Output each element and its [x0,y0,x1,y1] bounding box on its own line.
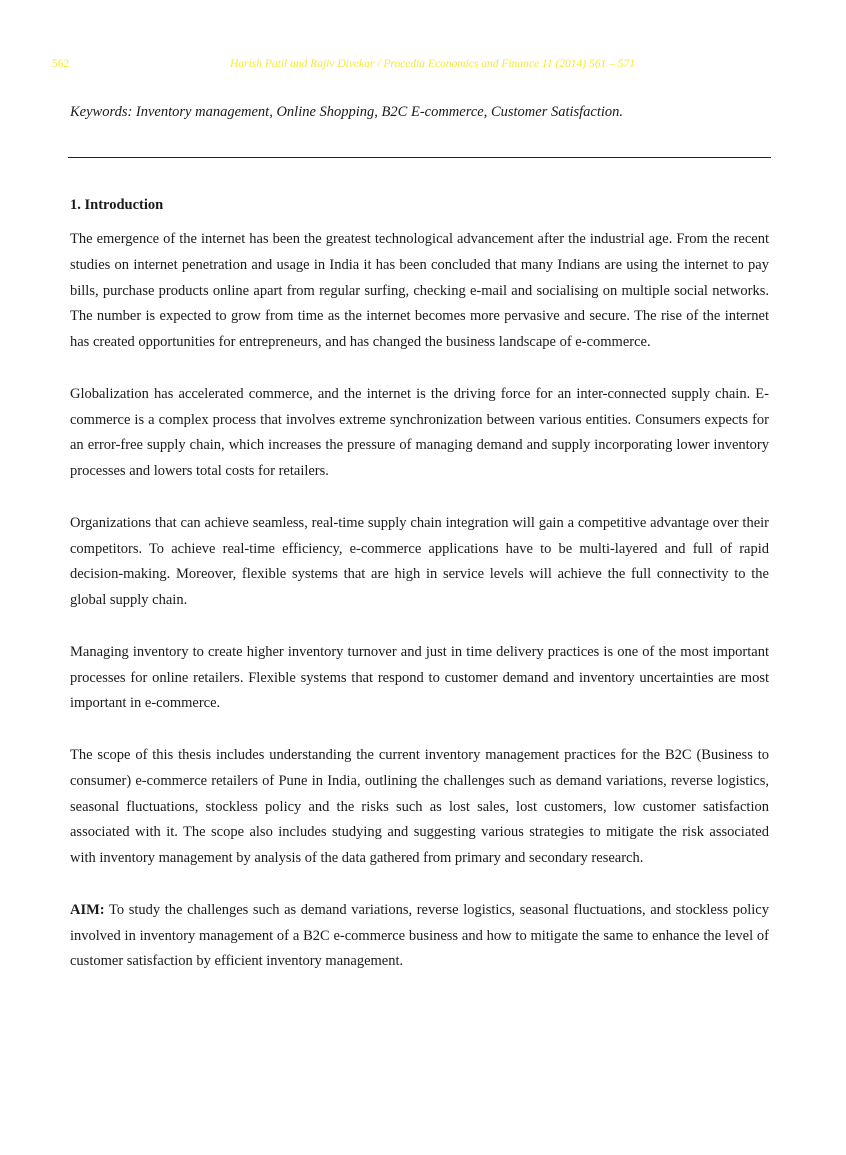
section-heading: 1. Introduction [70,197,164,213]
paragraph-2: Globalization has accelerated commerce, and the internet is the driving force for an inter-connected supply chain. E-commerce is a complex process that involves extreme synchronization between various entities. Consumers expects for an error-free supply chain, which increases the pressure of managing demand and supply incorporating lower inventory processes and lowers total costs for retailers. [70,385,769,480]
section-divider [68,157,771,158]
paragraph-1: The emergence of the internet has been the greatest technological advancement after the industrial age. From the recent studies on internet penetration and usage in India it has been concluded that many Indians are using the internet to pay bills, purchase products online apart from regular surfing, checking e-mail and socialising on multiple social networks. The number is expected to grow from time as the internet becomes more pervasive and secure. The rise of the internet has created opportunities for entrepreneurs, and has changed the business landscape of e-commerce. [70,231,769,351]
running-header [0,58,846,74]
paragraph-5: The scope of this thesis includes understanding the current inventory management practices for the B2C (Business to consumer) e-commerce retailers of Pune in India, outlining the challenges such as demand variations, reverse logistics, seasonal fluctuations, stockless policy and the risks such as lost sales, lost customers, low customer satisfaction associated with it. The scope also includes studying and suggesting various strategies to mitigate the risk associated with inventory management by analysis of the data gathered from primary and secondary research. [70,746,769,867]
aim-paragraph [70,898,769,975]
page-number: 562 [52,58,70,70]
body-text [70,227,769,975]
aim-text: To study the challenges such as demand variations, reverse logistics, seasonal fluctuations, and stockless policy involved in inventory management of a B2C e-commerce business and how to mitigate the same to enhance the level of customer satisfaction by efficient inventory management. [70,901,769,970]
paragraph-4: Managing inventory to create higher inventory turnover and just in time delivery practices is one of the most important processes for online retailers. Flexible systems that respond to customer demand and inventory uncertainties are most important in e-commerce. [70,643,769,712]
keywords: Keywords: Inventory management, Online Shopping, B2C E-commerce, Customer Satisfaction. [70,104,624,120]
header-citation: Harish Patil and Rajiv Divekar / Procedia Economics and Finance 11 (2014) 561 – 571 [230,58,635,70]
paragraph-3: Organizations that can achieve seamless, real-time supply chain integration will gain a competitive advantage over their competitors. To achieve real-time efficiency, e-commerce applications have to be multi-layered and full of rapid decision-making. Moreover, flexible systems that are high in service levels will achieve the full connectivity to the global supply chain. [70,514,769,609]
aim-label: AIM: [70,901,105,918]
